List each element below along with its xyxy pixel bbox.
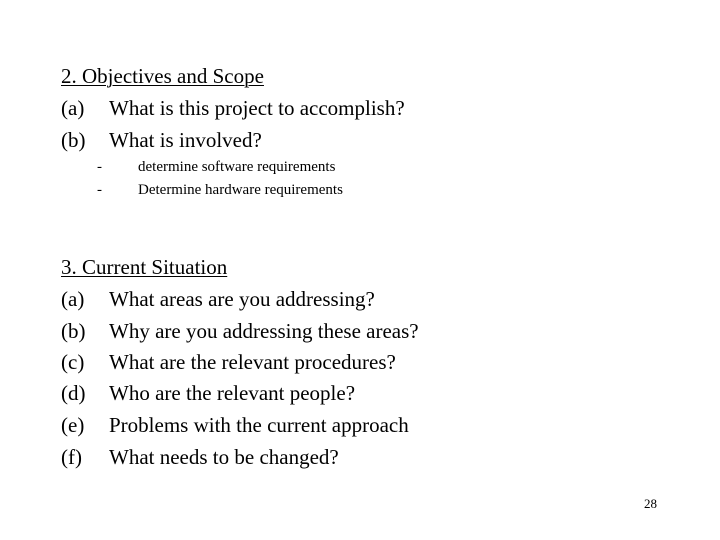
item-label: (d) bbox=[61, 381, 86, 405]
item-label: (b) bbox=[61, 319, 86, 343]
section-3-item-c bbox=[61, 352, 396, 373]
item-label: (c) bbox=[61, 350, 85, 374]
item-label: (f) bbox=[61, 445, 82, 469]
section-2-subitem-1 bbox=[97, 160, 335, 175]
subitem-text: Determine hardware requirements bbox=[138, 182, 343, 198]
section-2-heading: 2. Objectives and Scope bbox=[61, 64, 264, 88]
item-text: Why are you addressing these areas? bbox=[109, 319, 419, 343]
subitem-text: determine software requirements bbox=[138, 159, 336, 175]
item-text: Who are the relevant people? bbox=[109, 381, 356, 405]
section-3-item-f bbox=[61, 447, 339, 468]
item-label: (b) bbox=[61, 128, 86, 152]
item-text: What are the relevant procedures? bbox=[109, 350, 396, 374]
section-2-item-a bbox=[61, 98, 405, 119]
section-2-subitem-2 bbox=[97, 183, 343, 198]
dash-marker: - bbox=[97, 159, 102, 175]
section-2-item-b bbox=[61, 130, 262, 151]
dash-marker: - bbox=[97, 182, 102, 198]
item-label: (e) bbox=[61, 413, 85, 437]
item-text: What is this project to accomplish? bbox=[109, 96, 405, 120]
section-3-item-e bbox=[61, 415, 409, 436]
item-text: What areas are you addressing? bbox=[109, 287, 375, 311]
section-3-heading: 3. Current Situation bbox=[61, 255, 228, 279]
item-label: (a) bbox=[61, 287, 85, 311]
item-label: (a) bbox=[61, 96, 85, 120]
section-3-item-a bbox=[61, 289, 375, 310]
section-3-item-d bbox=[61, 383, 355, 404]
item-text: Problems with the current approach bbox=[109, 413, 409, 437]
item-text: What is involved? bbox=[109, 128, 262, 152]
section-3-item-b bbox=[61, 321, 419, 342]
item-text: What needs to be changed? bbox=[109, 445, 339, 469]
page-number: 28 bbox=[644, 496, 657, 511]
